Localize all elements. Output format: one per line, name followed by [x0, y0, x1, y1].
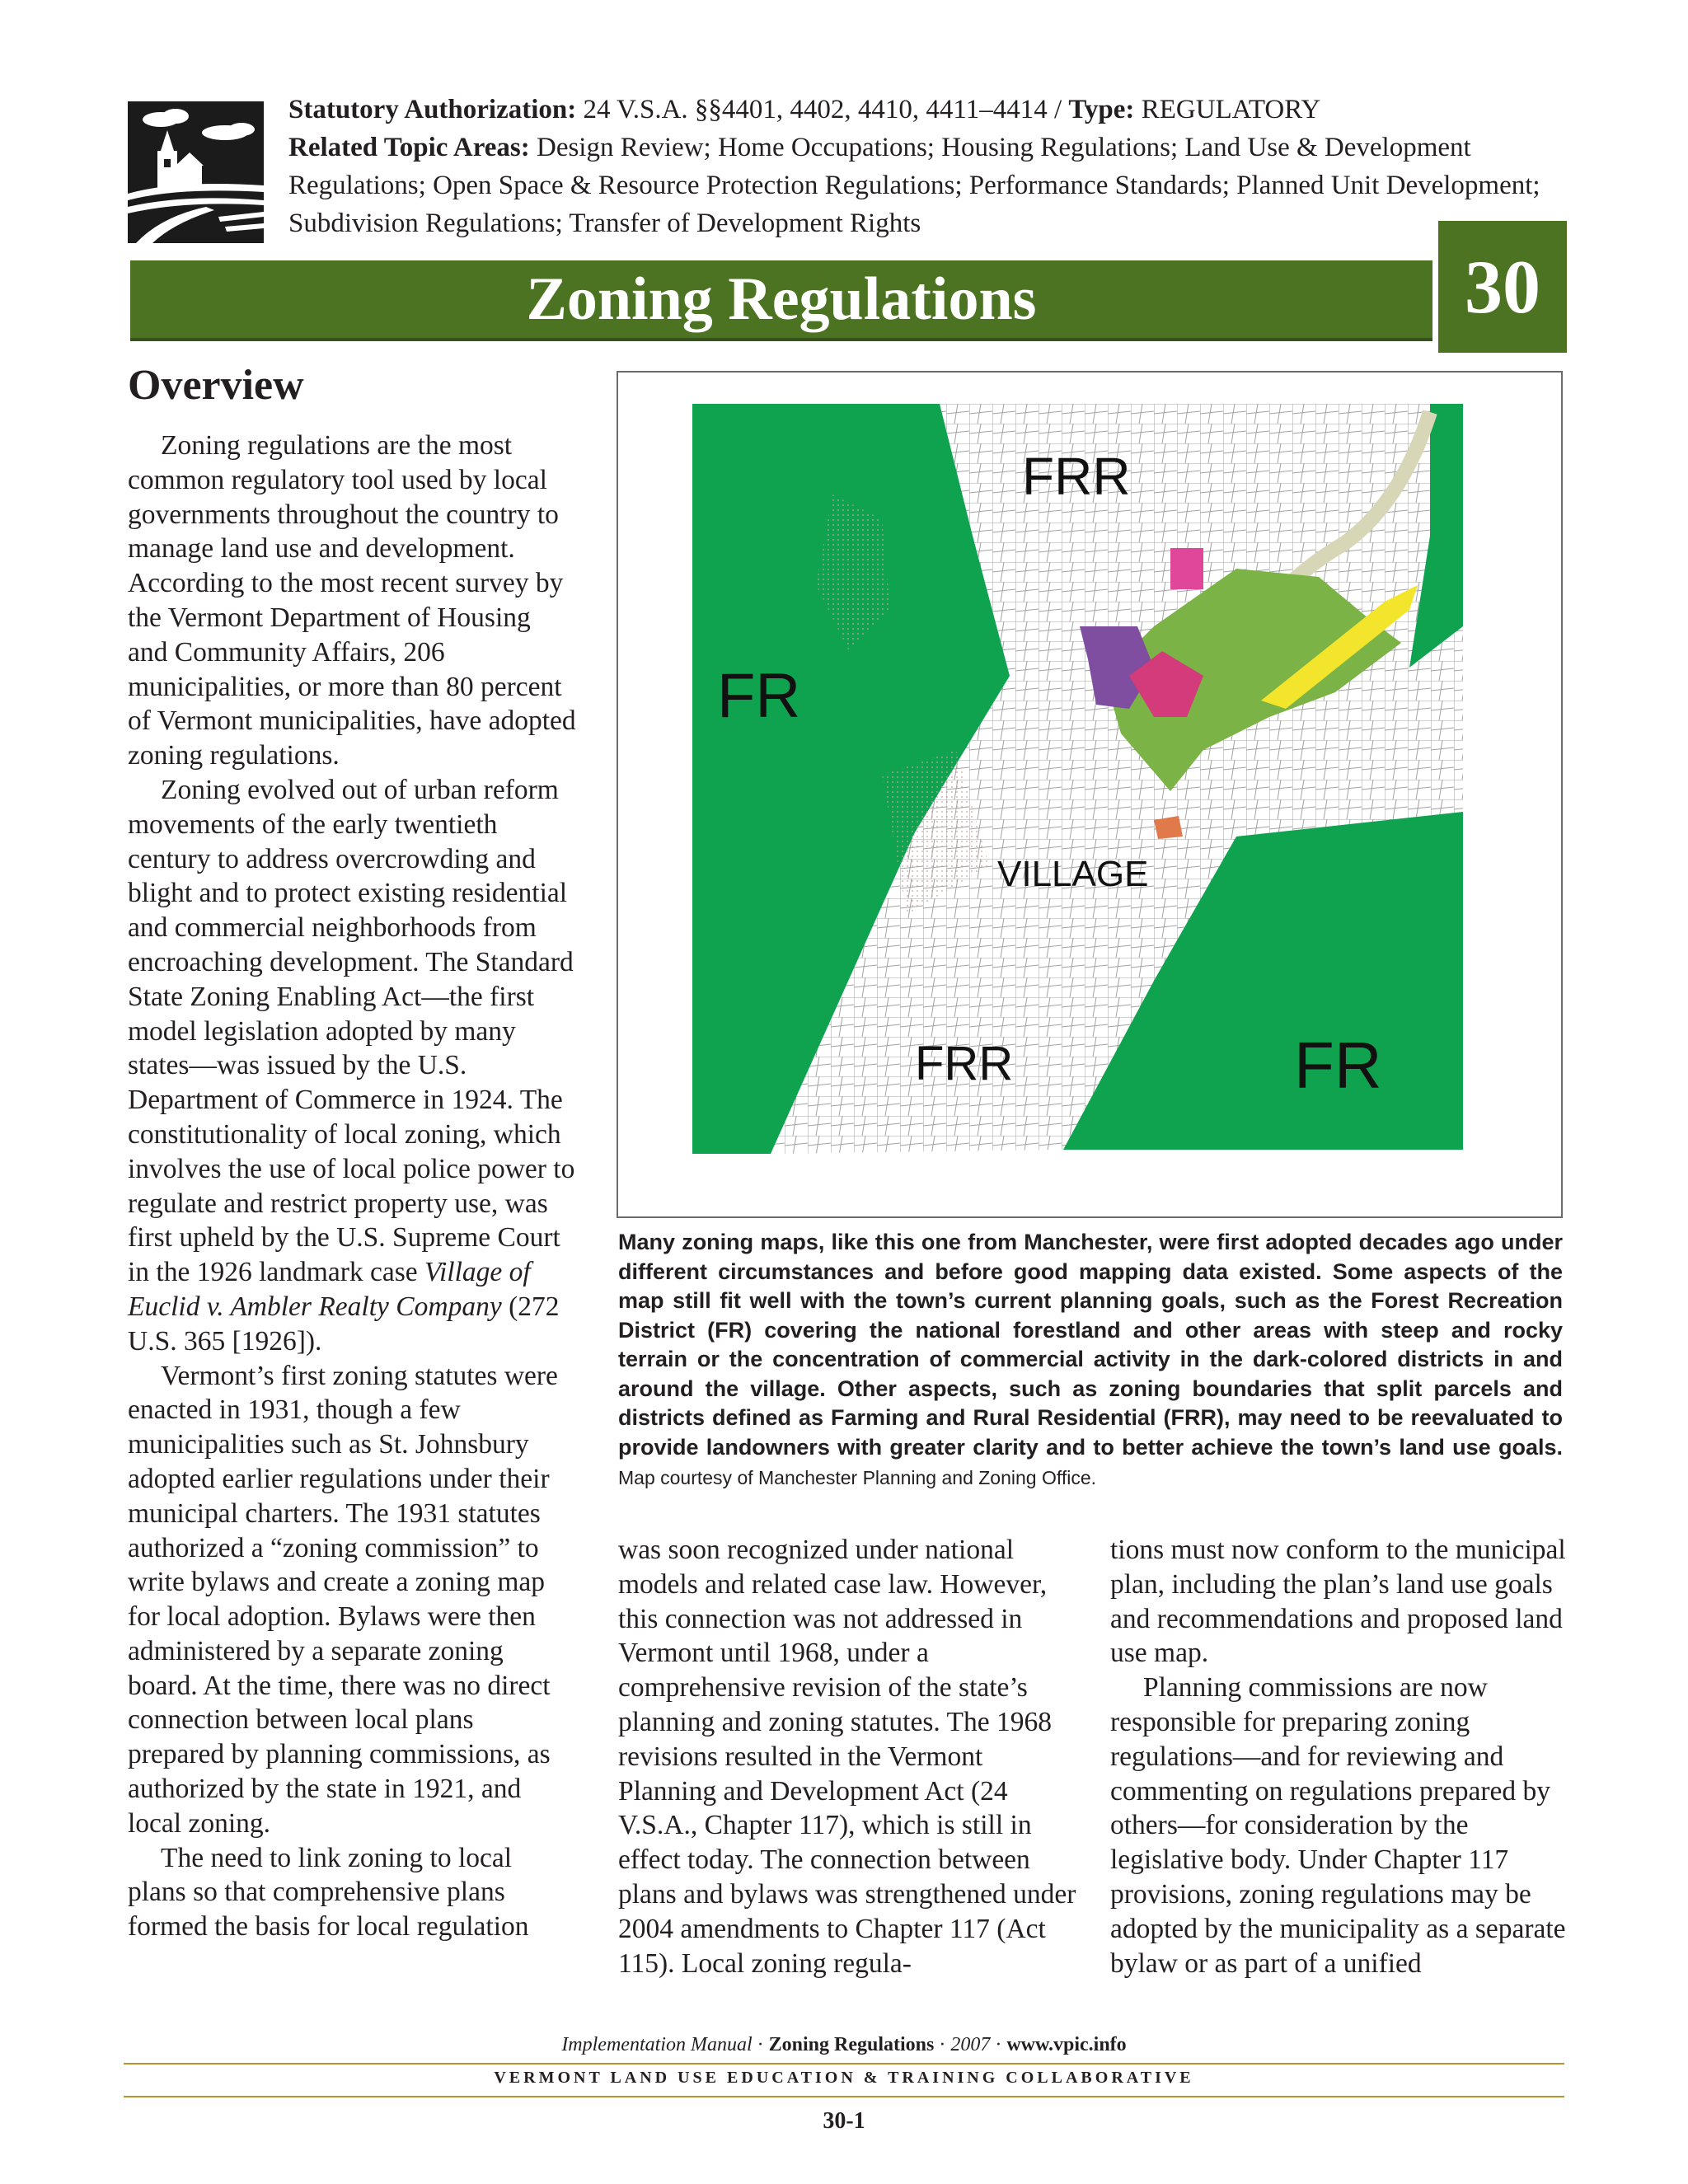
- paragraph: [128, 773, 577, 1359]
- type-label: Type:: [1068, 95, 1135, 124]
- paragraph: Vermont’s first zoning statutes were enacted in 1931, though a few municipalities such as St. Johnsbury adopted earlier regulations under their municipal charters. The 1931 statutes authorized a “zoning commission” to write bylaws and create a zoning map for local adoption. Bylaws were then administered by a separate zoning board. At the time, there was no direct connection between local plans prepared by planning commissions, as authorized by the state in 1921, and local zoning.: [128, 1360, 558, 1839]
- zoning-map: [692, 404, 1467, 1179]
- footer-topic: Zoning Regulations: [768, 2034, 935, 2055]
- footer-organization: VERMONT LAND USE EDUCATION & TRAINING COLLABORATIVE: [494, 2069, 1194, 2087]
- paragraph-text: Zoning evolved out of urban reform movements of the early twentieth century to address overcrowding and blight and to protect existing residential and commercial neighborhoods from encroaching development. The Standard State Zoning Enabling Act—the first model legislation adopted by many states—was issued by the U.S. Department of Commerce in 1924. The constitutionality of local zoning, which involves the use of local police power to regulate and restrict property use, was first upheld by the U.S. Supreme Court in the 1926 landmark case: [128, 774, 575, 1288]
- page-number: 30-1: [823, 2108, 865, 2134]
- statutory-label: Statutory Authorization:: [288, 95, 577, 124]
- type-value: REGULATORY: [1134, 95, 1321, 124]
- paragraph: The need to link zoning to local plans so that comprehensive plans formed the basis for local regulation: [128, 1842, 529, 1943]
- orange-district: [1154, 816, 1183, 839]
- page-title: Zoning Regulations: [526, 265, 1037, 333]
- topics-line: [288, 129, 1574, 242]
- footer-divider: [124, 2096, 1564, 2097]
- footer-year: 2007: [950, 2034, 991, 2055]
- map-label-village: VILLAGE: [997, 854, 1149, 894]
- paragraph: Planning commissions are now responsible for preparing zoning regulations—and for reviewing and commenting on regulations prepared by others—for consideration by the legislative body. Under Chapter 117 provisions, zoning regulations may be adopted by the municipality as a separate bylaw or as part of a unified: [1110, 1672, 1566, 1979]
- paragraph: Zoning regulations are the most common regulatory tool used by local governments throughout the country to manage land use and development. According to the most recent survey by the Vermont Department of Housing and Community Affairs, 206 municipalities, or more than 80 percent of Vermont municipalities, have adopted zoning regulations.: [128, 430, 576, 771]
- figure-caption: [618, 1228, 1563, 1493]
- case-name: Village of Euclid v. Ambler Realty Company: [128, 1257, 531, 1322]
- middle-column: [618, 1533, 1080, 1980]
- right-column: [1110, 1533, 1568, 1980]
- topics-label: Related Topic Areas:: [288, 133, 530, 162]
- header-metadata: [288, 91, 1574, 242]
- pink-district: [1170, 548, 1203, 589]
- map-label-frr-south: FRR: [915, 1037, 1014, 1090]
- topics-value: Design Review; Home Occupations; Housing Regulations; Land Use & Development Regulations; Open Space & Resource Protection Regulations; Performance Standards; Planned Unit Development; Subdivision Regulations; Transfer of Development Rights: [288, 133, 1540, 238]
- footer-divider: [124, 2063, 1564, 2064]
- footer-citation: [0, 2034, 1688, 2056]
- map-label-frr-north: FRR: [1022, 447, 1131, 506]
- map-label-fr-east: FR: [1294, 1029, 1382, 1102]
- case-citation: (272 U.S. 365 [1926]).: [128, 1291, 560, 1357]
- statutory-line: [288, 91, 1574, 129]
- footer-manual: Implementation Manual: [561, 2034, 753, 2055]
- caption-text: Many zoning maps, like this one from Manchester, were first adopted decades ago under different circumstances and before good mapping data existed. Some aspects of the map still fit well with the town’s current planning goals, such as the Forest Recreation District (FR) covering the national forestland and other areas with steep and rocky terrain or the concentration of commercial activity in the dark-colored districts in and around the village. Other aspects, such as zoning boundaries that split parcels and districts defined as Farming and Rural Residential (FRR), may need to be reevaluated to provide landowners with greater clarity and to better achieve the town’s land use goals.: [618, 1230, 1563, 1460]
- left-column: [128, 429, 577, 1944]
- statutory-value: 24 V.S.A. §§4401, 4402, 4410, 4411–4414 /: [576, 95, 1069, 124]
- footer-url: www.vpic.info: [1006, 2034, 1127, 2055]
- chapter-number-badge: 30: [1438, 221, 1567, 353]
- paragraph: was soon recognized under national models and related case law. However, this connection was not addressed in Vermont until 1968, under a comprehensive revision of the state’s planning and zoning statutes. The 1968 revisions resulted in the Vermont Planning and Development Act (24 V.S.A., Chapter 117), which is still in effect today. The connection between plans and bylaws was strengthened under 2004 amendments to Chapter 117 (Act 115). Local zoning regula-: [618, 1535, 1076, 1979]
- map-label-fr-west: FR: [717, 661, 801, 731]
- caption-credit: Map courtesy of Manchester Planning and Zoning Office.: [618, 1467, 1097, 1488]
- paragraph: tions must now conform to the municipal plan, including the plan’s land use goals and recommendations and proposed land use map.: [1110, 1535, 1566, 1669]
- footer-separator: ·: [752, 2034, 769, 2055]
- footer-separator: ·: [934, 2034, 951, 2055]
- footer-separator: ·: [990, 2034, 1007, 2055]
- village-landscape-logo-icon: [128, 101, 264, 243]
- overview-heading: Overview: [128, 362, 304, 409]
